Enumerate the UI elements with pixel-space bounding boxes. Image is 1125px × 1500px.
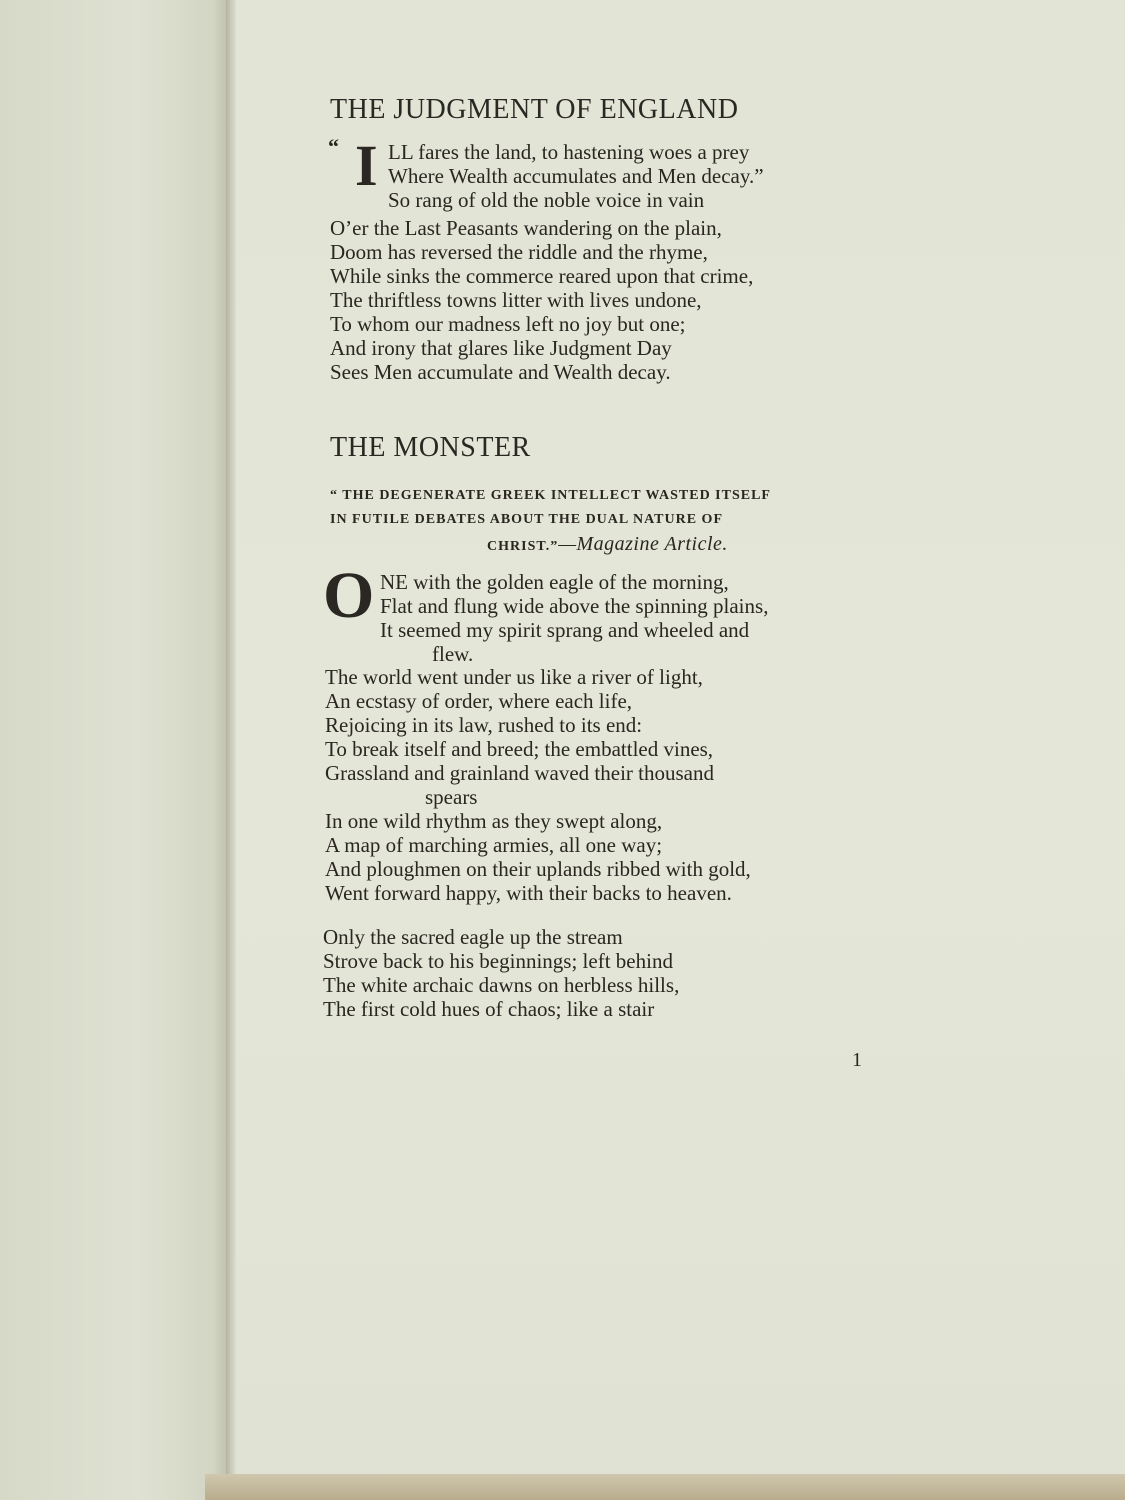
poem-line: flew.	[432, 642, 474, 666]
poem-line: Rejoicing in its law, rushed to its end:	[325, 713, 643, 737]
epigraph-line: IN FUTILE DEBATES ABOUT THE DUAL NATURE OF	[330, 512, 723, 527]
poem1-body-dropcap-lines	[388, 140, 948, 212]
poem-line: A map of marching armies, all one way;	[325, 833, 663, 857]
poem-line: The world went under us like a river of light,	[325, 665, 703, 689]
poem-line: Grassland and grainland waved their thousand	[325, 761, 714, 785]
poem-title-the-monster: THE MONSTER	[330, 432, 531, 463]
drop-cap-i: I	[355, 133, 378, 198]
poem-line: Only the sacred eagle up the stream	[323, 925, 623, 949]
epigraph-line: CHRIST.”	[487, 539, 559, 554]
poem-line: Where Wealth accumulates and Men decay.”	[388, 164, 764, 188]
book-gutter	[226, 0, 236, 1500]
poem-line: NE with the golden eagle of the morning,	[380, 570, 729, 594]
poem-line: Flat and flung wide above the spinning plains,	[380, 594, 769, 618]
epigraph-source: —Magazine Article.	[558, 533, 728, 555]
poem-line: The first cold hues of chaos; like a stair	[323, 997, 655, 1021]
poem-line: In one wild rhythm as they swept along,	[325, 809, 663, 833]
poem-line: The white archaic dawns on herbless hills,	[323, 973, 680, 997]
epigraph	[330, 484, 885, 559]
previous-page-edge	[0, 0, 232, 1500]
poem-line: An ecstasy of order, where each life,	[325, 689, 633, 713]
poem-line: Sees Men accumulate and Wealth decay.	[330, 360, 671, 384]
page-bottom-edge	[205, 1474, 1125, 1500]
poem-title-judgment-of-england: THE JUDGMENT OF ENGLAND	[330, 94, 739, 125]
poem-line: It seemed my spirit sprang and wheeled and	[380, 618, 750, 642]
poem-line: To whom our madness left no joy but one;	[330, 312, 686, 336]
drop-cap-o: O	[323, 559, 375, 632]
poem-line: And ploughmen on their uplands ribbed with gold,	[325, 857, 751, 881]
poem-line: spears	[425, 785, 478, 809]
poem-line: The thriftless towns litter with lives undone,	[330, 288, 702, 312]
opening-quote-mark: “	[328, 134, 339, 159]
poem2-stanza2-body	[323, 925, 883, 1021]
poem-line: O’er the Last Peasants wandering on the plain,	[330, 216, 722, 240]
poem-line: Went forward happy, with their backs to heaven.	[325, 881, 732, 905]
epigraph-attribution	[330, 532, 885, 559]
page-number: 1	[852, 1049, 862, 1071]
poem-line: Doom has reversed the riddle and the rhyme,	[330, 240, 708, 264]
poem-line: So rang of old the noble voice in vain	[388, 188, 705, 212]
poem2-dropcap-lines	[380, 570, 870, 666]
poem1-body	[330, 216, 890, 384]
poem2-stanza1-body	[325, 665, 885, 905]
poem-line: Strove back to his beginnings; left behind	[323, 949, 673, 973]
poem-line: LL fares the land, to hastening woes a prey	[388, 140, 750, 164]
poem-line: While sinks the commerce reared upon that crime,	[330, 264, 754, 288]
epigraph-line: “ THE DEGENERATE GREEK INTELLECT WASTED ITSELF	[330, 488, 771, 503]
poem-line: To break itself and breed; the embattled vines,	[325, 737, 714, 761]
poem-line: And irony that glares like Judgment Day	[330, 336, 672, 360]
